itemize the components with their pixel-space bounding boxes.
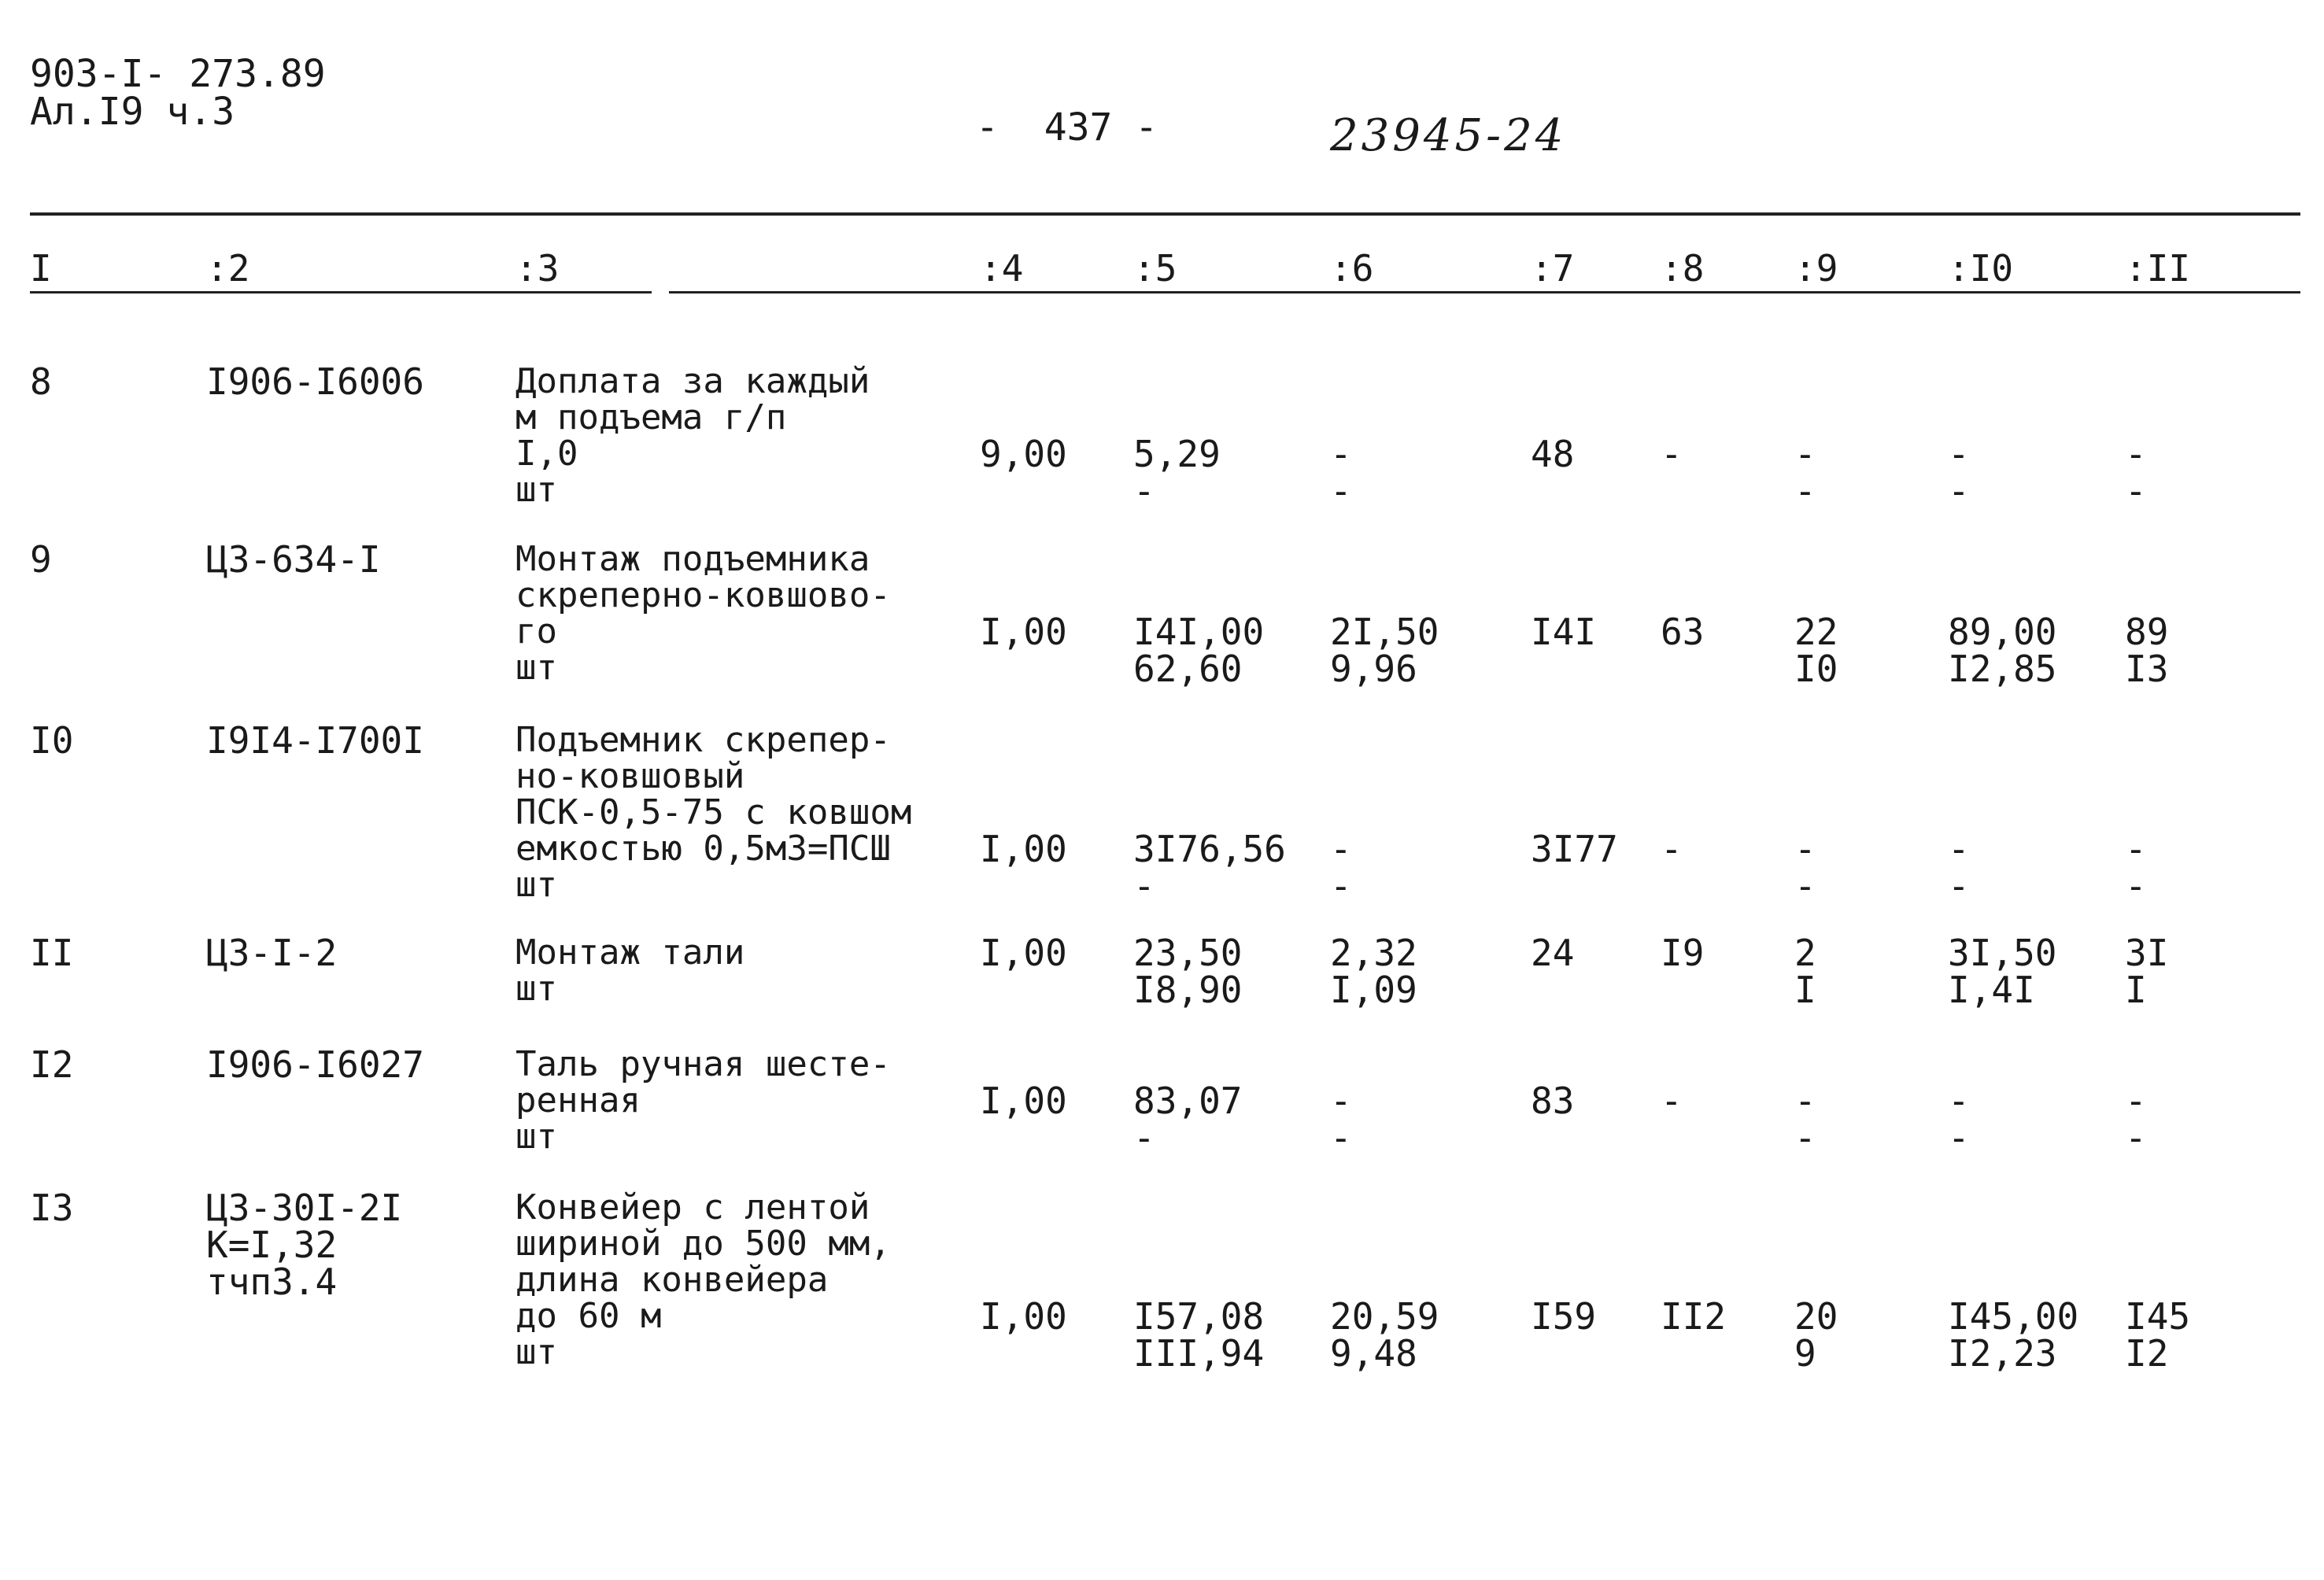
column-header: :I0: [1948, 247, 2014, 290]
column-header: :4: [980, 247, 1024, 290]
wages: 89,00 I2,85: [1948, 611, 2057, 690]
work-description: Доплата за каждый м подъема г/п I,0 шт: [515, 361, 870, 510]
wages: - -: [1948, 433, 1970, 512]
labor-cost: - -: [1330, 828, 1352, 907]
machine-cost: - -: [1794, 1080, 1816, 1159]
wages-total: - -: [2125, 828, 2147, 907]
work-description: Конвейер с лентой шириной до 500 мм, длина конвейера до 60 м шт: [515, 1187, 891, 1372]
quantity: I,00: [980, 611, 1067, 653]
column-header: :7: [1531, 247, 1575, 290]
wages-total: - -: [2125, 1080, 2147, 1159]
rate-code: I906-I6006: [206, 360, 424, 403]
row-number: 8: [30, 360, 52, 403]
total-labor: I9: [1661, 932, 1705, 974]
header-underline: [669, 291, 2300, 293]
column-header: :8: [1661, 247, 1705, 290]
column-header: :2: [206, 247, 250, 290]
column-header: I: [30, 247, 52, 290]
unit-cost: 83,07 -: [1133, 1080, 1243, 1159]
row-number: I0: [30, 719, 74, 762]
wages: I45,00 I2,23: [1948, 1295, 2079, 1375]
total-labor: 63: [1661, 611, 1705, 653]
total-labor: -: [1661, 433, 1683, 475]
column-header: :9: [1794, 247, 1838, 290]
rate-code: ЦЗ-634-I: [206, 538, 381, 581]
labor-cost: - -: [1330, 1080, 1352, 1159]
wages: - -: [1948, 1080, 1970, 1159]
column-header: :5: [1133, 247, 1177, 290]
album-reference: Ал.I9 ч.3: [30, 90, 235, 134]
total-cost: 83: [1531, 1080, 1575, 1122]
total-labor: II2: [1661, 1295, 1727, 1338]
machine-cost: 2 I: [1794, 932, 1816, 1011]
total-cost: 3I77: [1531, 828, 1618, 870]
rate-code: I9I4-I700I: [206, 719, 424, 762]
row-number: 9: [30, 538, 52, 581]
labor-cost: 20,59 9,48: [1330, 1295, 1439, 1375]
column-header: :3: [515, 247, 560, 290]
top-rule: [30, 212, 2300, 216]
total-labor: -: [1661, 1080, 1683, 1122]
machine-cost: - -: [1794, 828, 1816, 907]
total-labor: -: [1661, 828, 1683, 870]
row-number: I3: [30, 1187, 74, 1229]
quantity: I,00: [980, 932, 1067, 974]
total-cost: I4I: [1531, 611, 1597, 653]
wages: 3I,50 I,4I: [1948, 932, 2057, 1011]
wages-total: 3I I: [2125, 932, 2169, 1011]
row-number: II: [30, 932, 74, 974]
unit-cost: 5,29 -: [1133, 433, 1221, 512]
handwritten-sheet-number: 23945-24: [1330, 110, 1567, 161]
unit-cost: I57,08 III,94: [1133, 1295, 1265, 1375]
column-header: :6: [1330, 247, 1374, 290]
header-underline: [30, 291, 652, 293]
quantity: 9,00: [980, 433, 1067, 475]
labor-cost: - -: [1330, 433, 1352, 512]
quantity: I,00: [980, 1080, 1067, 1122]
unit-cost: I4I,00 62,60: [1133, 611, 1265, 690]
machine-cost: 20 9: [1794, 1295, 1838, 1375]
row-number: I2: [30, 1043, 74, 1086]
wages-total: 89 I3: [2125, 611, 2169, 690]
document-code: 903-I- 273.89: [30, 52, 326, 96]
rate-code: I906-I6027: [206, 1043, 424, 1086]
total-cost: 24: [1531, 932, 1575, 974]
machine-cost: 22 I0: [1794, 611, 1838, 690]
quantity: I,00: [980, 1295, 1067, 1338]
work-description: Таль ручная шесте- ренная шт: [515, 1044, 891, 1157]
unit-cost: 23,50 I8,90: [1133, 932, 1243, 1011]
wages: - -: [1948, 828, 1970, 907]
labor-cost: 2I,50 9,96: [1330, 611, 1439, 690]
work-description: Подъемник скрепер- но-ковшовый ПСК-0,5-75 с ковшом емкостью 0,5м3=ПСШ шт: [515, 720, 912, 905]
column-header: :II: [2125, 247, 2191, 290]
page-number: - 437 -: [976, 105, 1158, 150]
wages-total: I45 I2: [2125, 1295, 2191, 1375]
machine-cost: - -: [1794, 433, 1816, 512]
quantity: I,00: [980, 828, 1067, 870]
work-description: Монтаж подъемника скреперно-ковшово- го шт: [515, 539, 891, 688]
rate-code: ЦЗ-I-2: [206, 932, 338, 974]
unit-cost: 3I76,56 -: [1133, 828, 1286, 907]
total-cost: I59: [1531, 1295, 1597, 1338]
rate-code: ЦЗ-30I-2I К=I,32 тчпЗ.4: [206, 1187, 403, 1303]
wages-total: - -: [2125, 433, 2147, 512]
work-description: Монтаж тали шт: [515, 932, 745, 1009]
labor-cost: 2,32 I,09: [1330, 932, 1417, 1011]
total-cost: 48: [1531, 433, 1575, 475]
